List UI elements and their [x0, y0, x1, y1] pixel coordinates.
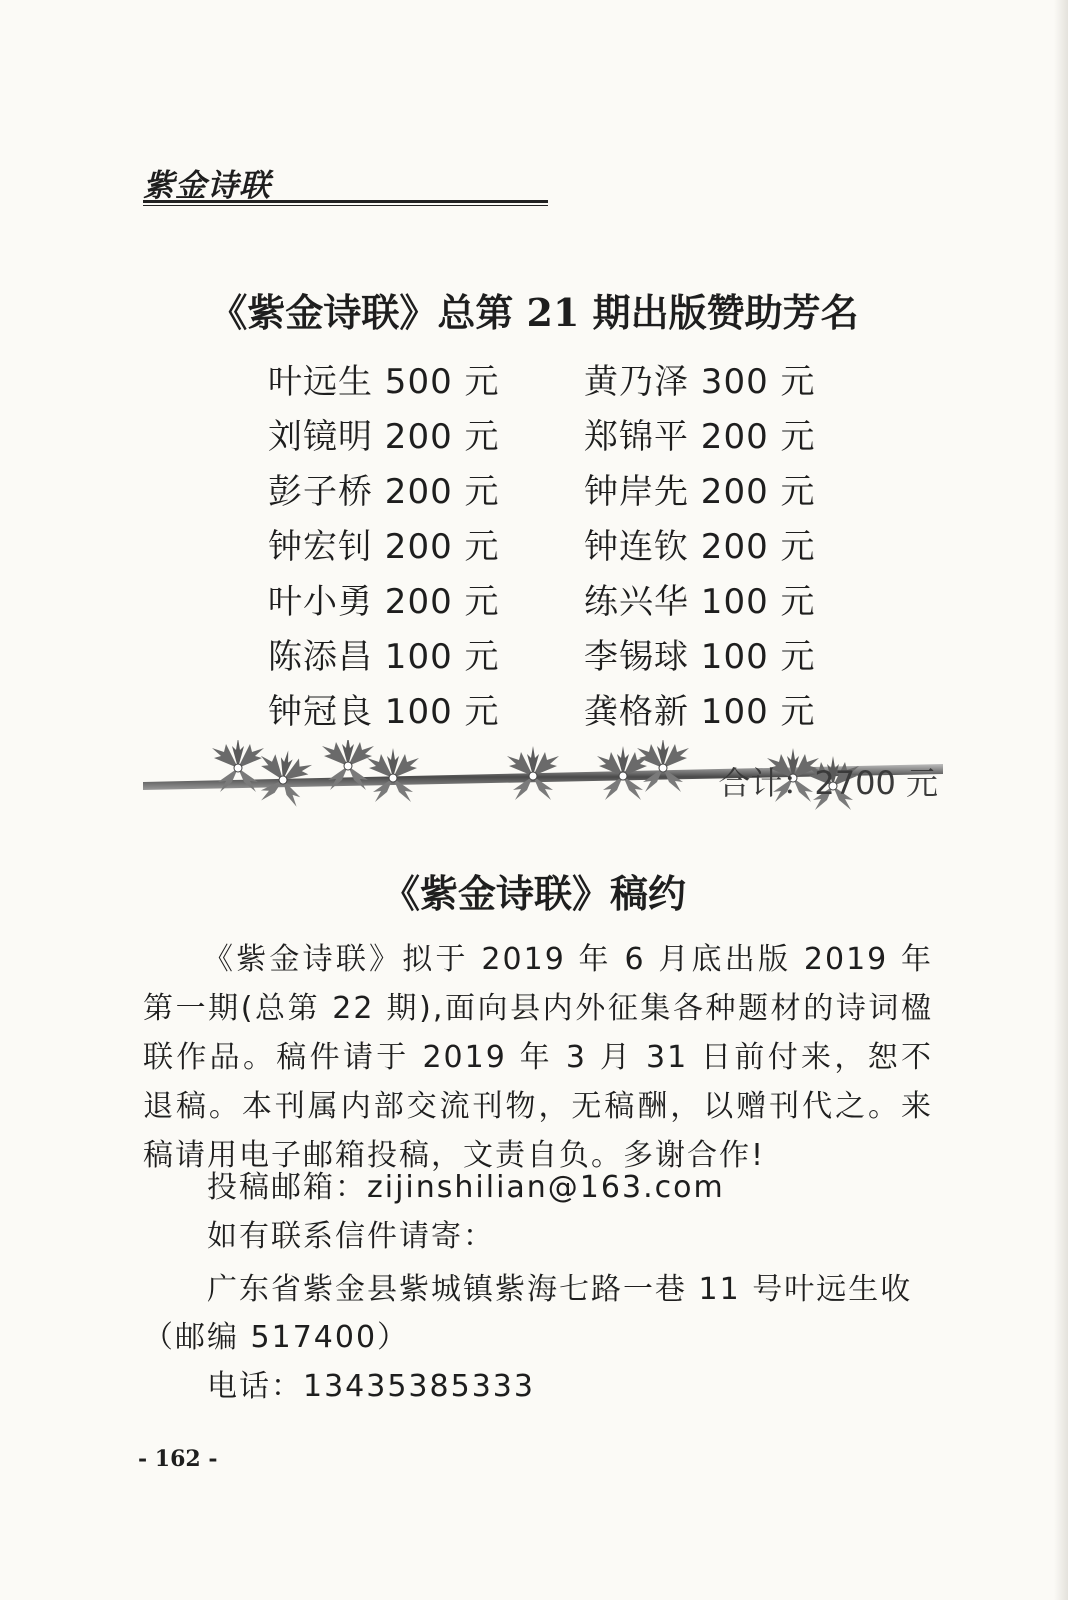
guide-paragraph: 《紫金诗联》拟于 2019 年 6 月底出版 2019 年第一期(总第 22 期),面向县内外征集各种题材的诗词楹联作品。稿件请于 2019 年 3 月 31 日前付来，恕不退稿。本刊属内部交流刊物，无稿酬，以赠刊代之。来稿请用电子邮箱投稿，文责自负。多谢合作! — [143, 942, 933, 1173]
sponsor-entry: 钟连钦 200 元 — [584, 527, 816, 567]
sponsor-entry: 钟岸先 200 元 — [584, 472, 816, 512]
sponsor-entry: 龚格新 100 元 — [584, 692, 816, 732]
sponsor-list-title: 《紫金诗联》总第 21 期出版赞助芳名 — [209, 290, 859, 335]
page-edge-shadow — [1054, 0, 1068, 1600]
mail-intro: 如有联系信件请寄： — [207, 1219, 495, 1254]
postcode-line: （邮编 517400） — [143, 1320, 410, 1355]
sponsor-entry: 郑锦平 200 元 — [584, 417, 816, 457]
sponsor-entry: 叶远生 500 元 — [268, 362, 500, 402]
sponsor-entry: 叶小勇 200 元 — [268, 582, 500, 622]
running-head: 紫金诗联 — [143, 168, 271, 204]
page-number: - 162 - — [138, 1446, 218, 1472]
sponsor-entry: 钟宏钊 200 元 — [268, 527, 500, 567]
sponsor-entry: 黄乃泽 300 元 — [584, 362, 816, 402]
sponsor-entry: 练兴华 100 元 — [584, 582, 816, 622]
sponsor-entry: 陈添昌 100 元 — [268, 637, 500, 677]
sponsor-entry: 钟冠良 100 元 — [268, 692, 500, 732]
sponsor-list — [0, 354, 1068, 754]
sponsor-entry: 刘镜明 200 元 — [268, 417, 500, 457]
sponsor-entry: 李锡球 100 元 — [584, 637, 816, 677]
sponsor-total: 合计：2700 元 — [718, 764, 938, 802]
sponsor-entry: 彭子桥 200 元 — [268, 472, 500, 512]
phone-line: 电话：13435385333 — [207, 1369, 535, 1404]
submission-guide-body — [143, 935, 933, 1180]
running-head-rule — [143, 200, 548, 206]
address-line: 广东省紫金县紫城镇紫海七路一巷 11 号叶远生收 — [207, 1272, 913, 1307]
submission-guide-title: 《紫金诗联》稿约 — [381, 871, 686, 916]
email-line: 投稿邮箱：zijinshilian@163.com — [207, 1170, 725, 1205]
